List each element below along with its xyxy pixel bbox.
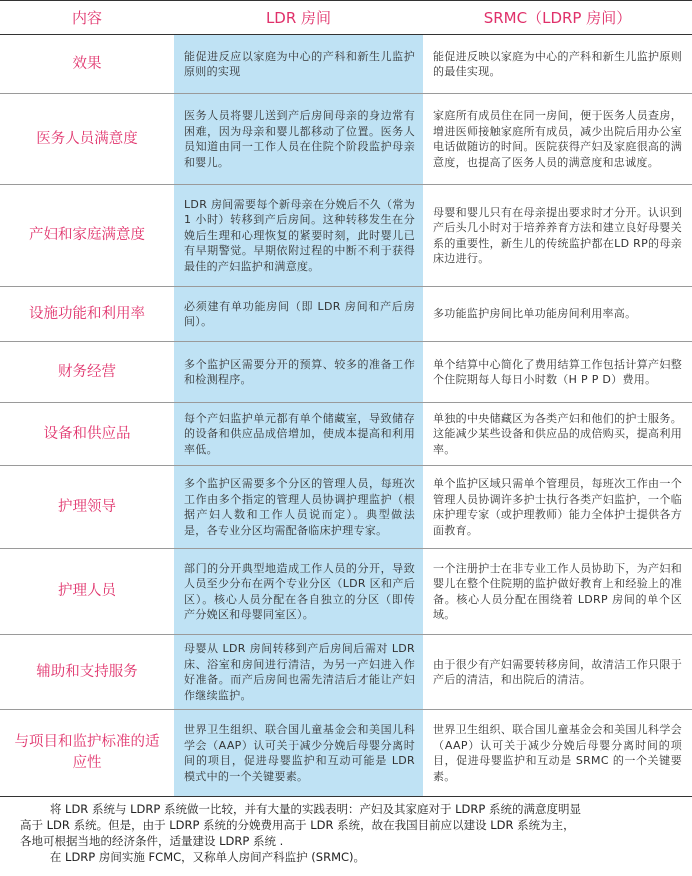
table-row bbox=[0, 342, 692, 403]
row-label: 产妇和家庭满意度 bbox=[0, 185, 174, 287]
table-row bbox=[0, 710, 692, 797]
table-row bbox=[0, 466, 692, 549]
note-paragraph-line: 将 LDR 系统与 LDRP 系统做一比较，并有大量的实践表明：产妇及其家庭对于 LDRP 系统的满意度明显 bbox=[49, 802, 581, 816]
ldr-cell: 部门的分开典型地造成工作人员的分开，导致人员至少分布在两个专业分区（LDR 区和产后区）。核心人员分配在各自独立的分区（即传产分娩区和母婴同室区）。 bbox=[174, 549, 423, 635]
row-label: 设施功能和利用率 bbox=[0, 287, 174, 342]
table-header-row bbox=[0, 1, 692, 35]
srmc-cell: 一个注册护士在非专业工作人员协助下，为产妇和婴儿在整个住院期的监护做好教育上和经验上的准备。核心人员分配在围绕着 LDRP 房间的单个区域。 bbox=[423, 549, 692, 635]
header-content: 内容 bbox=[0, 1, 174, 35]
srmc-cell: 世界卫生组织、联合国儿童基金会和美国儿科学会（AAP）认可关于减少分娩后母婴分离时间的项目，促进母婴监护和互动是 SRMC 的一个关键要素。 bbox=[423, 710, 692, 797]
note-paragraph-line: 各地可根据当地的经济条件，适量建设 LDRP 系统 . bbox=[20, 834, 284, 848]
ldr-cell: 医务人员将婴儿送到产后房间母亲的身边常有困难，因为母亲和婴儿都移动了位置。医务人员知道由同一工作人员在住院个阶段监护母亲和婴儿。 bbox=[174, 94, 423, 185]
srmc-cell: 能促进反映以家庭为中心的产科和新生儿监护原则的最佳实现。 bbox=[423, 35, 692, 94]
row-label: 医务人员满意度 bbox=[0, 94, 174, 185]
row-label: 效果 bbox=[0, 35, 174, 94]
ldr-cell: 每个产妇监护单元都有单个储藏室，导致储存的设备和供应品成倍增加，使成本提高和利用率低。 bbox=[174, 403, 423, 466]
footnote-text bbox=[20, 801, 680, 865]
srmc-cell: 单独的中央储藏区为各类产妇和他们的护士服务。这能减少某些设备和供应品的成倍购买，提高利用率。 bbox=[423, 403, 692, 466]
ldr-cell: 多个监护区需要多个分区的管理人员，每班次工作由多个指定的管理人员协调护理监护（根据产妇人数和工作人员说而定）。典型做法是，各专业分区均需配备临床护理专家。 bbox=[174, 466, 423, 549]
row-label: 护理领导 bbox=[0, 466, 174, 549]
srmc-cell: 家庭所有成员住在同一房间，便于医务人员查房，增进医师接触家庭所有成员，减少出院后用办公室电话做随访的时间。医院获得产妇及家庭很高的满意度，也提高了医务人员的满意度和忠诚度。 bbox=[423, 94, 692, 185]
srmc-cell: 单个监护区域只需单个管理员，每班次工作由一个管理人员协调许多护士执行各类产妇监护，一个临床护理专家（或护理教师）能力全体护士提供各方面教育。 bbox=[423, 466, 692, 549]
row-label: 设备和供应品 bbox=[0, 403, 174, 466]
srmc-cell: 由于很少有产妇需要转移房间，故清洁工作只限于产后的清洁，和出院后的清洁。 bbox=[423, 635, 692, 710]
header-ldr-room: LDR 房间 bbox=[174, 1, 423, 35]
table-row bbox=[0, 549, 692, 635]
ldr-cell: 多个监护区需要分开的预算、较多的准备工作和检测程序。 bbox=[174, 342, 423, 403]
srmc-cell: 多功能监护房间比单功能房间利用率高。 bbox=[423, 287, 692, 342]
ldr-cell: LDR 房间需要每个新母亲在分娩后不久（常为 1 小时）转移到产后房间。这种转移发生在分娩后生理和心理恢复的紧要时刻，此时婴儿已有早期警觉。早期依附过程的中断不利于获得最佳的产妇监护和满意度。 bbox=[174, 185, 423, 287]
note-paragraph-line: 高于 LDR 系统。但是，由于 LDRP 系统的分娩费用高于 LDR 系统，故在我国目前应以建设 LDR 系统为主， bbox=[20, 818, 575, 832]
ldr-cell: 世界卫生组织、联合国儿童基金会和美国儿科学会（AAP）认可关于减少分娩后母婴分离时间的项目，促进母婴监护和互动可能是 LDR 模式中的一个关键要素。 bbox=[174, 710, 423, 797]
table-row bbox=[0, 635, 692, 710]
row-label: 与项目和监护标准的适应性 bbox=[0, 710, 174, 797]
header-srmc-room: SRMC（LDRP 房间） bbox=[423, 1, 692, 35]
srmc-cell: 单个结算中心简化了费用结算工作包括计算产妇整个住院期每人每日小时数（H P P D）费用。 bbox=[423, 342, 692, 403]
row-label: 财务经营 bbox=[0, 342, 174, 403]
table-row bbox=[0, 35, 692, 94]
ldr-cell: 必须建有单功能房间（即 LDR 房间和产后房间）。 bbox=[174, 287, 423, 342]
table-row bbox=[0, 185, 692, 287]
note-paragraph: 在 LDRP 房间实施 FCMC，又称单人房间产科监护 (SRMC)。 bbox=[49, 850, 366, 864]
row-label: 护理人员 bbox=[0, 549, 174, 635]
ldr-cell: 母婴从 LDR 房间转移到产后房间后需对 LDR 床、浴室和房间进行清洁，为另一产妇进入作好准备。而产后房间也需先清洁后才能让产妇作继续监护。 bbox=[174, 635, 423, 710]
srmc-cell: 母婴和婴儿只有在母亲提出要求时才分开。认识到产后头几小时对于培养养育方法和建立良好母婴关系的重要性，新生儿的传统监护都在LD RP的母亲床边进行。 bbox=[423, 185, 692, 287]
table-row bbox=[0, 287, 692, 342]
table-row bbox=[0, 94, 692, 185]
table-row bbox=[0, 403, 692, 466]
ldr-cell: 能促进反应以家庭为中心的产科和新生儿监护原则的实现 bbox=[174, 35, 423, 94]
row-label: 辅助和支持服务 bbox=[0, 635, 174, 710]
